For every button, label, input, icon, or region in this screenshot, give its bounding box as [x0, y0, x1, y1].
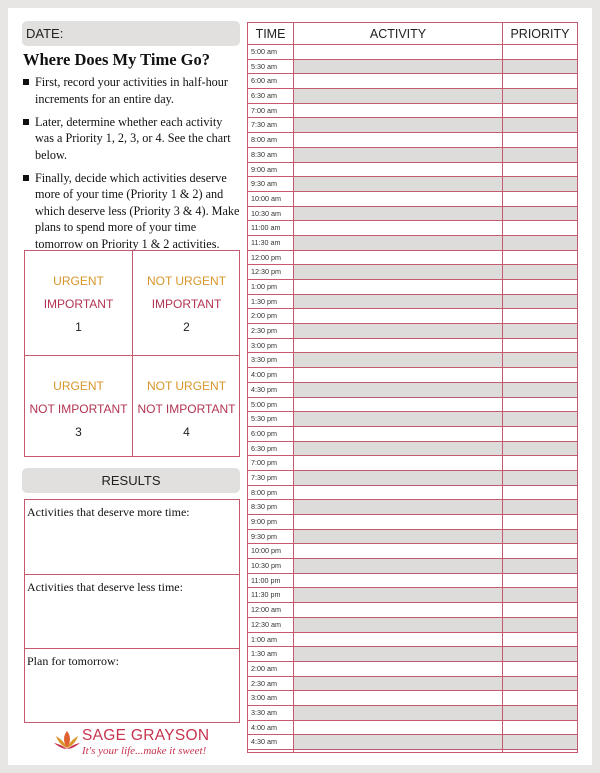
instructions-list: [23, 74, 243, 259]
table-row[interactable]: [248, 324, 577, 339]
table-row[interactable]: [248, 148, 577, 163]
time-label: 3:30 pm: [251, 355, 277, 365]
time-label: 8:00 pm: [251, 487, 277, 497]
time-label: 9:30 am: [251, 179, 277, 189]
table-row[interactable]: [248, 471, 577, 486]
row-entry-area[interactable]: [294, 251, 577, 265]
table-row[interactable]: [248, 427, 577, 442]
row-entry-area[interactable]: [294, 544, 577, 558]
time-label: 7:00 am: [251, 105, 277, 115]
row-entry-area[interactable]: [294, 559, 577, 573]
priority-cell-4: [133, 356, 240, 459]
time-label: 8:30 pm: [251, 502, 277, 512]
time-label: 12:00 am: [251, 605, 281, 615]
table-row[interactable]: [248, 265, 577, 280]
urgency-label: URGENT: [53, 274, 104, 288]
priority-matrix: [24, 250, 240, 457]
table-row[interactable]: [248, 647, 577, 662]
column-header-priority: PRIORITY: [510, 27, 570, 41]
urgency-label: URGENT: [53, 379, 104, 393]
priority-number: 3: [75, 425, 82, 439]
row-entry-area[interactable]: [294, 74, 577, 88]
table-row[interactable]: [248, 633, 577, 648]
instruction-item: Later, determine whether each activity was a Priority 1, 2, 3, or 4. See the chart below.: [23, 114, 243, 164]
time-label: 6:00 am: [251, 76, 277, 86]
row-entry-area[interactable]: [294, 309, 577, 323]
row-entry-area[interactable]: [294, 735, 577, 749]
table-row[interactable]: [248, 177, 577, 192]
table-row[interactable]: [248, 691, 577, 706]
time-label: 10:00 pm: [251, 546, 281, 556]
row-entry-area[interactable]: [294, 60, 577, 74]
row-entry-area[interactable]: [294, 588, 577, 602]
row-entry-area[interactable]: [294, 486, 577, 500]
time-label: 8:00 am: [251, 135, 277, 145]
row-entry-area[interactable]: [294, 236, 577, 250]
row-entry-area[interactable]: [294, 647, 577, 661]
row-entry-area[interactable]: [294, 398, 577, 412]
urgency-label: NOT URGENT: [146, 274, 227, 288]
importance-label: IMPORTANT: [43, 297, 114, 311]
page-title: Where Does My Time Go?: [23, 50, 210, 69]
table-row[interactable]: [248, 618, 577, 633]
row-entry-area[interactable]: [294, 721, 577, 735]
table-row[interactable]: [248, 192, 577, 207]
table-row[interactable]: [248, 207, 577, 222]
time-label: 10:30 pm: [251, 561, 281, 571]
row-entry-area[interactable]: [294, 148, 577, 162]
row-entry-area[interactable]: [294, 192, 577, 206]
row-entry-area[interactable]: [294, 221, 577, 235]
results-plan-tomorrow[interactable]: [25, 648, 239, 722]
importance-label: NOT IMPORTANT: [29, 402, 128, 416]
row-entry-area[interactable]: [294, 530, 577, 544]
table-row[interactable]: [248, 500, 577, 515]
results-section-label: Activities that deserve less time:: [27, 580, 183, 594]
row-entry-area[interactable]: [294, 662, 577, 676]
row-entry-area[interactable]: [294, 456, 577, 470]
row-entry-area[interactable]: [294, 177, 577, 191]
time-label: 3:00 pm: [251, 340, 277, 350]
urgency-label: NOT URGENT: [146, 379, 227, 393]
table-row[interactable]: [248, 515, 577, 530]
table-row[interactable]: [248, 280, 577, 295]
time-label: 2:30 am: [251, 678, 277, 688]
row-entry-area[interactable]: [294, 353, 577, 367]
results-section-label: Activities that deserve more time:: [27, 505, 190, 519]
time-label: 9:00 pm: [251, 517, 277, 526]
row-entry-area[interactable]: [294, 574, 577, 588]
row-entry-area[interactable]: [294, 691, 577, 705]
time-label: 3:00 am: [251, 693, 277, 703]
table-row[interactable]: [248, 588, 577, 603]
row-entry-area[interactable]: [294, 383, 577, 397]
time-label: 12:30 pm: [251, 267, 281, 277]
table-row[interactable]: [248, 353, 577, 368]
time-label: 11:30 pm: [251, 590, 281, 600]
column-divider: [293, 23, 294, 752]
time-label: 4:00 pm: [251, 370, 277, 380]
lotus-icon: [54, 729, 80, 751]
time-label: 6:00 pm: [251, 428, 277, 438]
results-section-label: Plan for tomorrow:: [27, 654, 119, 668]
row-entry-area[interactable]: [294, 163, 577, 177]
column-divider: [502, 23, 503, 752]
table-row[interactable]: [248, 442, 577, 457]
importance-label: NOT IMPORTANT: [137, 402, 236, 416]
brand-logo: [54, 727, 244, 763]
time-label: 5:00 pm: [251, 399, 277, 409]
row-entry-area[interactable]: [294, 280, 577, 294]
table-row[interactable]: [248, 706, 577, 721]
table-row[interactable]: [248, 383, 577, 398]
table-row[interactable]: [248, 163, 577, 178]
importance-label: IMPORTANT: [151, 297, 222, 311]
row-entry-area[interactable]: [294, 368, 577, 382]
table-row[interactable]: [248, 295, 577, 310]
table-row[interactable]: [248, 735, 577, 750]
table-row[interactable]: [248, 677, 577, 692]
row-entry-area[interactable]: [294, 89, 577, 103]
time-label: 6:30 am: [251, 91, 277, 101]
time-label: 12:00 pm: [251, 252, 281, 262]
table-row[interactable]: [248, 236, 577, 251]
table-row[interactable]: [248, 133, 577, 148]
table-row[interactable]: [248, 60, 577, 75]
row-entry-area[interactable]: [294, 603, 577, 617]
instruction-item: Finally, decide which activities deserve more of your time (Priority 1 & 2) and which deserve less (Priority 3 & 4). Make plans to spend more of your time tomorrow on Priority 1 & 2 activities.: [23, 170, 243, 253]
table-row[interactable]: [248, 662, 577, 677]
table-row[interactable]: [248, 398, 577, 413]
time-label: 2:00 pm: [251, 311, 277, 321]
time-label: 2:00 am: [251, 663, 277, 673]
priority-cell-1: [25, 251, 132, 354]
row-entry-area[interactable]: [294, 207, 577, 221]
time-label: 4:30 am: [251, 737, 277, 747]
time-label: 1:30 pm: [251, 296, 277, 306]
priority-number: 2: [183, 320, 190, 334]
priority-cell-3: [25, 356, 132, 459]
column-header-activity: ACTIVITY: [369, 27, 427, 41]
time-label: 9:30 pm: [251, 531, 277, 541]
brand-name: SAGE GRAYSON: [82, 727, 210, 744]
time-label: 5:30 pm: [251, 414, 277, 424]
time-label: 1:00 pm: [251, 282, 277, 291]
instruction-item: First, record your activities in half-hour increments for an entire day.: [23, 74, 243, 107]
priority-number: 1: [75, 320, 82, 334]
table-row[interactable]: [248, 118, 577, 133]
results-heading: RESULTS: [22, 468, 240, 493]
time-label: 11:00 am: [251, 223, 281, 233]
row-entry-area[interactable]: [294, 618, 577, 632]
time-label: 7:30 am: [251, 120, 277, 130]
time-label: 12:30 am: [251, 619, 281, 629]
row-entry-area[interactable]: [294, 265, 577, 279]
table-row[interactable]: [248, 412, 577, 427]
row-entry-area[interactable]: [294, 633, 577, 647]
time-label: 2:30 pm: [251, 326, 277, 336]
date-field[interactable]: [22, 21, 240, 46]
results-more-time[interactable]: [25, 500, 239, 574]
time-label: 1:00 am: [251, 634, 277, 644]
time-label: 4:30 pm: [251, 384, 277, 394]
row-entry-area[interactable]: [294, 677, 577, 691]
bullet-icon: [23, 79, 29, 85]
time-label: 5:30 am: [251, 61, 277, 71]
table-row[interactable]: [248, 530, 577, 545]
row-entry-area[interactable]: [294, 339, 577, 353]
table-row[interactable]: [248, 559, 577, 574]
priority-cell-2: [133, 251, 240, 354]
row-entry-area[interactable]: [294, 427, 577, 441]
time-label: 11:00 pm: [251, 575, 281, 585]
table-row[interactable]: [248, 721, 577, 736]
table-row[interactable]: [248, 486, 577, 501]
time-label: 5:00 am: [251, 47, 277, 56]
time-label: 4:00 am: [251, 722, 277, 732]
column-header-time: TIME: [255, 27, 286, 41]
row-entry-area[interactable]: [294, 118, 577, 132]
bullet-icon: [23, 175, 29, 181]
table-row[interactable]: [248, 74, 577, 89]
brand-tagline: It's your life...make it sweet!: [82, 745, 207, 757]
row-entry-area[interactable]: [294, 104, 577, 118]
schedule-table: [247, 22, 578, 753]
table-row[interactable]: [248, 45, 577, 60]
row-entry-area[interactable]: [294, 471, 577, 485]
table-row[interactable]: [248, 456, 577, 471]
table-row[interactable]: [248, 339, 577, 354]
priority-number: 4: [183, 425, 190, 439]
time-label: 6:30 pm: [251, 443, 277, 453]
planner-page: [8, 8, 592, 765]
time-label: 10:30 am: [251, 208, 281, 218]
time-label: 3:30 am: [251, 707, 277, 717]
row-entry-area[interactable]: [294, 295, 577, 309]
time-label: 9:00 am: [251, 164, 277, 174]
table-row[interactable]: [248, 603, 577, 618]
row-entry-area[interactable]: [294, 133, 577, 147]
row-entry-area[interactable]: [294, 500, 577, 514]
time-label: 1:30 am: [251, 649, 277, 659]
table-row[interactable]: [248, 221, 577, 236]
time-label: 10:00 am: [251, 193, 281, 203]
time-label: 8:30 am: [251, 149, 277, 159]
table-row[interactable]: [248, 574, 577, 589]
table-row[interactable]: [248, 104, 577, 119]
time-label: 7:30 pm: [251, 472, 277, 482]
date-label: DATE:: [26, 26, 64, 41]
bullet-icon: [23, 119, 29, 125]
row-entry-area[interactable]: [294, 324, 577, 338]
results-less-time[interactable]: [25, 574, 239, 648]
time-label: 11:30 am: [251, 237, 281, 247]
row-entry-area[interactable]: [294, 45, 577, 59]
table-row[interactable]: [248, 309, 577, 324]
table-row[interactable]: [248, 251, 577, 266]
schedule-rows: [248, 45, 577, 750]
table-row[interactable]: [248, 89, 577, 104]
row-entry-area[interactable]: [294, 412, 577, 426]
row-entry-area[interactable]: [294, 515, 577, 529]
time-label: 7:00 pm: [251, 458, 277, 468]
row-entry-area[interactable]: [294, 442, 577, 456]
row-entry-area[interactable]: [294, 706, 577, 720]
table-row[interactable]: [248, 368, 577, 383]
schedule-header: [248, 23, 577, 45]
results-box: [24, 499, 240, 723]
table-row[interactable]: [248, 544, 577, 559]
